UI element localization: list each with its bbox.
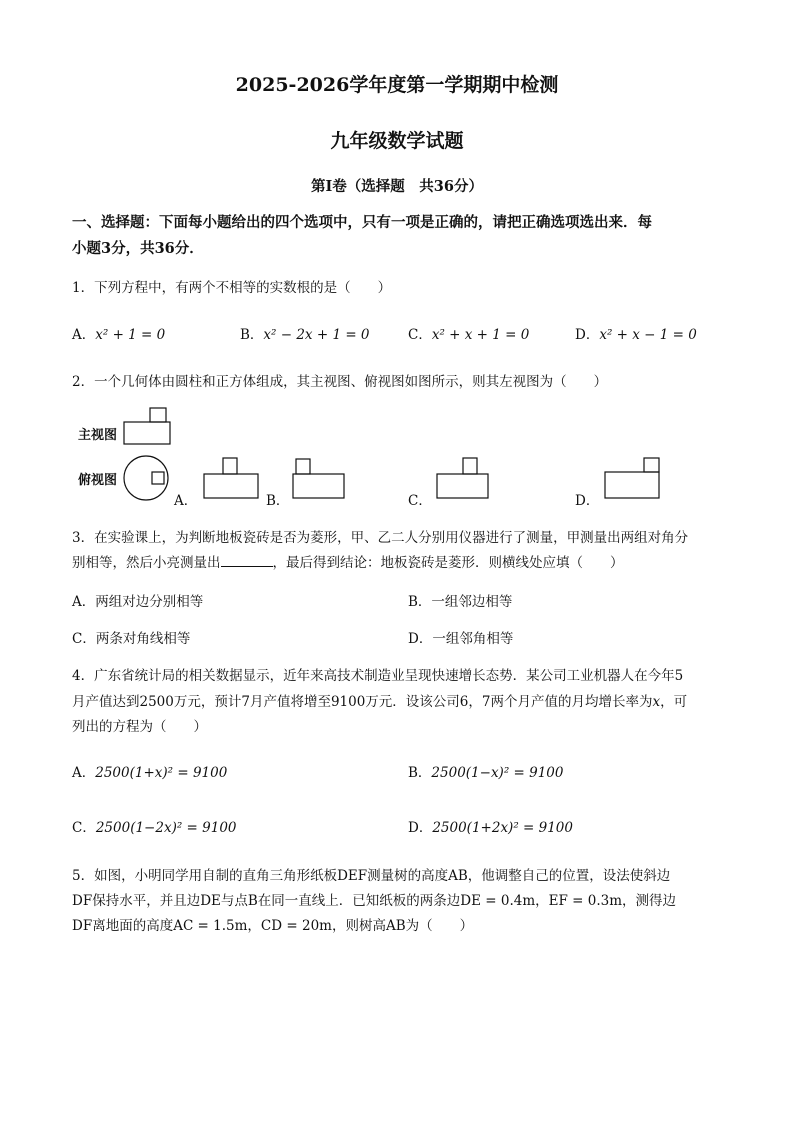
- question-2-option-d-label: D．: [575, 493, 600, 509]
- question-4-option-d: D．2500(1+2x)² = 9100: [408, 820, 573, 836]
- question-2-option-c-label: C．: [408, 493, 432, 509]
- question-1-option-d: D．x² + x − 1 = 0: [575, 327, 697, 343]
- front-view-figure: [122, 406, 172, 448]
- question-5-line1: 5．如图，小明同学用自制的直角三角形纸板DEF测量树的高度AB，他调整自己的位置，设法使斜边: [72, 868, 671, 884]
- question-4-line1: 4．广东省统计局的相关数据显示，近年来高技术制造业呈现快速增长态势．某公司工业机器人在今年5: [72, 668, 684, 684]
- question-3-option-b: B．一组邻边相等: [408, 594, 513, 610]
- question-4-option-b: B．2500(1−x)² = 9100: [408, 765, 564, 781]
- section-instructions-line2: 小题3分，共36分．: [72, 240, 204, 257]
- question-3-line1: 3．在实验课上，为判断地板瓷砖是否为菱形，甲、乙二人分别用仪器进行了测量，甲测量出两组对角分: [72, 530, 689, 546]
- top-view-figure: [122, 453, 174, 505]
- question-4-line2: 月产值达到2500万元，预计7月产值将增至9100万元．设该公司6，7两个月产值的月均增长率为x，可: [72, 694, 688, 710]
- answer-blank: [221, 554, 273, 567]
- section-instructions-line1: 一、选择题：下面每小题给出的四个选项中，只有一项是正确的，请把正确选项选出来．每: [72, 214, 652, 231]
- question-4-line3: 列出的方程为（ ）: [72, 719, 207, 735]
- question-1-option-a: A．x² + 1 = 0: [72, 327, 166, 343]
- front-view-label: 主视图: [78, 428, 118, 443]
- exam-subtitle: 九年级数学试题: [330, 130, 464, 152]
- question-3-line2: 别相等，然后小亮测量出 ，最后得到结论：地板瓷砖是菱形．则横线处应填（ ）: [72, 555, 624, 571]
- question-2-option-a-figure: [203, 456, 259, 500]
- question-5-line2: DF保持水平，并且边DE与点B在同一直线上．已知纸板的两条边DE = 0.4m，EF = 0.3m，测得边: [72, 893, 677, 909]
- question-4-option-a: A．2500(1+x)² = 9100: [72, 765, 228, 781]
- exam-title: 2025-2026学年度第一学期期中检测: [235, 74, 559, 96]
- question-2-option-a-label: A．: [174, 493, 198, 509]
- question-2-option-b-label: B．: [266, 493, 290, 509]
- question-1-stem: 1．下列方程中，有两个不相等的实数根的是（ ）: [72, 280, 392, 296]
- question-3-option-c: C．两条对角线相等: [72, 631, 191, 647]
- question-2-option-b-figure: [292, 456, 346, 500]
- question-1-option-b: B．x² − 2x + 1 = 0: [240, 327, 370, 343]
- top-view-label: 俯视图: [78, 473, 118, 488]
- question-3-option-d: D．一组邻角相等: [408, 631, 514, 647]
- question-2-option-d-figure: [604, 456, 662, 500]
- question-5-line3: DF离地面的高度AC = 1.5m，CD = 20m，则树高AB为（ ）: [72, 918, 474, 934]
- question-1-option-c: C．x² + x + 1 = 0: [408, 327, 530, 343]
- question-4-option-c: C．2500(1−2x)² = 9100: [72, 820, 237, 836]
- question-2-option-c-figure: [436, 456, 490, 500]
- part-heading: 第Ⅰ卷（选择题 共36分）: [311, 178, 483, 195]
- question-3-option-a: A．两组对边分别相等: [72, 594, 204, 610]
- question-2-stem: 2．一个几何体由圆柱和正方体组成，其主视图、俯视图如图所示，则其左视图为（ ）: [72, 374, 608, 390]
